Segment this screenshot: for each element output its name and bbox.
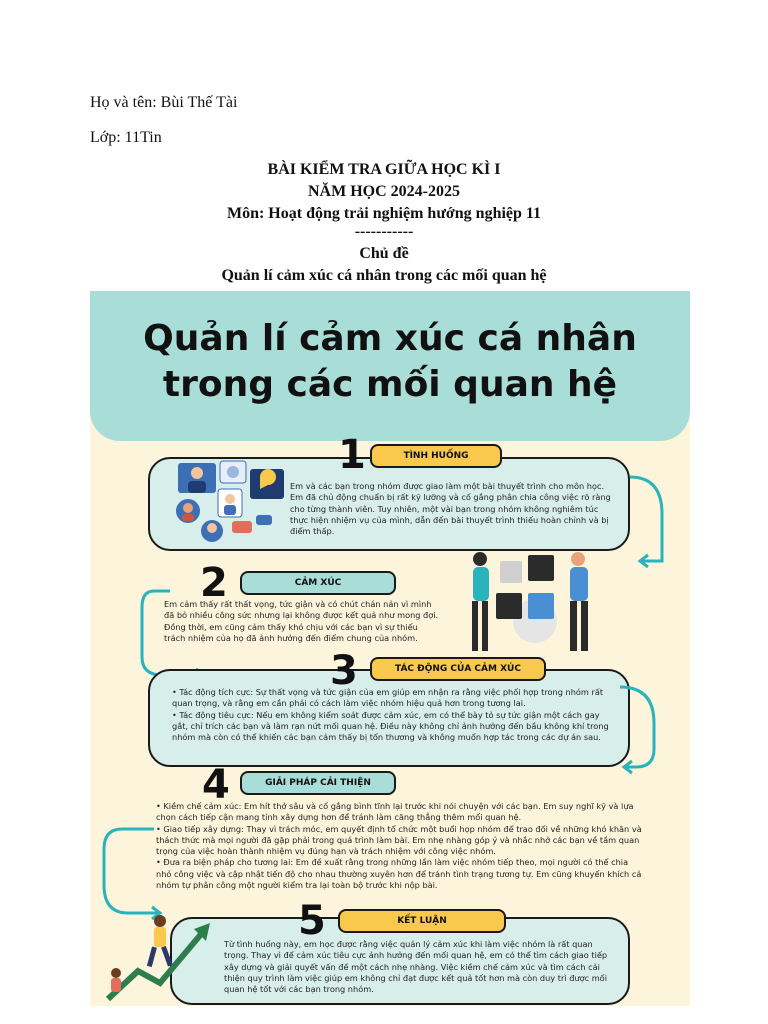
growth-stairs-illustration bbox=[98, 911, 218, 1001]
arrow-3-to-4 bbox=[620, 683, 660, 775]
section-3-paragraph-1: • Tác động tích cực: Sự thất vọng và tức giận của em giúp em nhận ra rằng việc phối hợp trong nhóm rất quan trọng, và rằng em cần phải có cách làm việc nhóm hiệu quả hơn trong tương lai. bbox=[172, 687, 604, 709]
section-5-heading: KẾT LUẬN bbox=[338, 909, 506, 933]
exam-title: BÀI KIỂM TRA GIỮA HỌC KÌ I bbox=[267, 161, 501, 178]
section-2-number: 2 bbox=[200, 560, 228, 606]
divider-line: ----------- bbox=[354, 223, 414, 240]
section-5-number: 5 bbox=[298, 898, 326, 944]
section-1-heading: TÌNH HUỐNG bbox=[370, 444, 502, 468]
section-4-paragraph-1: • Kiềm chế cảm xúc: Em hít thở sâu và cố gắng bình tĩnh lại trước khi nói chuyện với các bạn. Em suy nghĩ kỹ và lựa chọn cách tiếp cận mang tính xây dựng hơn để tránh làm căng thẳng thêm mối quan hệ. bbox=[156, 801, 634, 823]
section-5-text bbox=[224, 939, 616, 995]
poster-banner bbox=[90, 291, 690, 441]
section-1-paragraph: Em và các bạn trong nhóm được giao làm một bài thuyết trình cho môn học. Em đã chủ động chuẩn bị rất kỹ lưỡng và cố gắng phân chia công việc rõ ràng cho từng thành viên. Tuy nhiên, một vài bạn trong nhóm không nghiêm túc thực hiện nhiệm vụ của mình, dẫn đến bài thuyết trình thiếu hoàn chỉnh và bị điểm thấp. bbox=[290, 481, 611, 537]
section-4-paragraph-3: • Đưa ra biện pháp cho tương lai: Em đề xuất rằng trong những lần làm việc nhóm tiếp theo, mọi người có thể chia nhỏ công việc và cập nhật tiến độ cho nhau thường xuyên hơn để tránh tình trạng tương tự. Em cũng khuyến khích cả nhóm tự phân công một người kiểm tra lại toàn bộ trước khi nộp bài. bbox=[156, 857, 642, 891]
section-2-paragraph: Em cảm thấy rất thất vọng, tức giận và có chút chán nản vì mình đã bỏ nhiều công sức nhưng lại không được kết quả như mong đợi. Đồng thời, em cũng cảm thấy khó chịu với các bạn vì sự thiếu trách nhiệm của họ đã ảnh hưởng đến điểm chung của nhóm. bbox=[164, 599, 439, 643]
subject-line: Môn: Hoạt động trải nghiệm hướng nghiệp 11 bbox=[226, 205, 542, 222]
section-2-heading: CẢM XÚC bbox=[240, 571, 396, 595]
topic-title: Quản lí cảm xúc cá nhân trong các mối quan hệ bbox=[221, 267, 547, 284]
school-year: NĂM HỌC 2024-2025 bbox=[308, 183, 460, 200]
section-3-paragraph-2: • Tác động tiêu cực: Nếu em không kiểm soát được cảm xúc, em có thể bày tỏ sự tức giận một cách gay gắt, chỉ trích các bạn và làm rạn nứt mối quan hệ. Điều này không chỉ ảnh hưởng đến bầu không khí trong nhóm mà còn có thể khiến các bạn cảm thấy bị tổn thương và không muốn hợp tác trong các dự án sau. bbox=[172, 709, 609, 743]
arrow-1-to-2 bbox=[630, 469, 670, 569]
section-1-number: 1 bbox=[338, 432, 366, 478]
section-4-number: 4 bbox=[202, 762, 230, 808]
section-3-text bbox=[172, 687, 616, 743]
people-illustration bbox=[174, 459, 286, 543]
puzzle-team-illustration bbox=[460, 551, 610, 651]
section-4-text bbox=[156, 801, 642, 891]
section-3-number: 3 bbox=[330, 648, 358, 694]
student-class: Lớp: 11Tin bbox=[90, 129, 162, 146]
section-4-heading: GIẢI PHÁP CẢI THIỆN bbox=[240, 771, 396, 795]
topic-label: Chủ đề bbox=[359, 245, 409, 262]
infographic-poster bbox=[90, 291, 690, 1006]
section-1-text bbox=[290, 481, 618, 537]
section-3-heading: TÁC ĐỘNG CỦA CẢM XÚC bbox=[370, 657, 546, 681]
student-name: Họ và tên: Bùi Thế Tài bbox=[90, 94, 238, 111]
section-5-paragraph: Từ tình huống này, em học được rằng việc quản lý cảm xúc khi làm việc nhóm là rất quan trọng. Thay vì để cảm xúc tiêu cực ảnh hưởng đến mối quan hệ, em có thể tìm cách giao tiếp xây dựng và giải quyết vấn đề một cách nhẹ nhàng. Việc kiềm chế cảm xúc và tìm cách cải thiện quy trình làm việc giúp em không chỉ đạt được kết quả tốt hơn mà còn duy trì được mối quan hệ tốt với các bạn trong nhóm. bbox=[224, 939, 608, 995]
poster-title-line2: trong các mối quan hệ bbox=[162, 364, 618, 405]
poster-title-line1: Quản lí cảm xúc cá nhân bbox=[143, 318, 637, 359]
section-2-text bbox=[164, 599, 440, 644]
section-4-paragraph-2: • Giao tiếp xây dựng: Thay vì trách móc, em quyết định tổ chức một buổi họp nhóm để trao đổi về những khó khăn và thách thức mà mọi người đã gặp phải trong quá trình làm bài. Em nhẹ nhàng góp ý và nhắc nhở các bạn về tầm quan trọng của việc hoàn thành nhiệm vụ đúng hạn và trách nhiệm với công việc nhóm. bbox=[156, 823, 642, 857]
arrow-4-to-5 bbox=[98, 825, 168, 925]
